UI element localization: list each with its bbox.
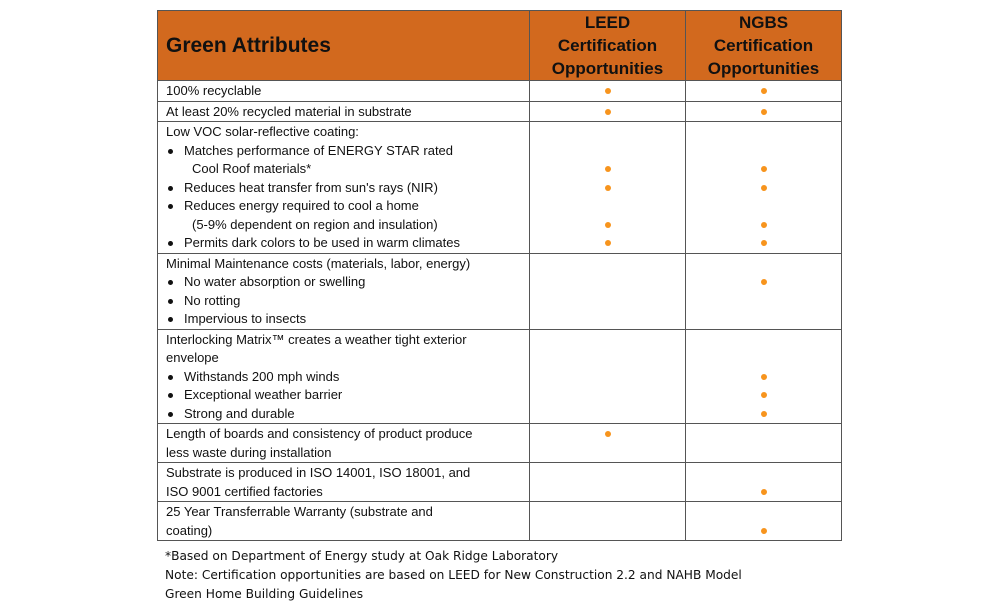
attribute-cell — [158, 463, 530, 502]
attribute-text: envelope — [166, 350, 219, 365]
bullet-item: Reduces heat transfer from sun's rays (NIR) — [166, 179, 521, 198]
bullet-item: Matches performance of ENERGY STAR rated — [166, 142, 521, 161]
ngbs-opportunity-dot — [761, 222, 767, 228]
header-leed-line: Certification — [557, 36, 658, 55]
header-ngbs — [686, 11, 842, 81]
table-body — [158, 81, 842, 541]
leed-cell — [530, 463, 686, 502]
leed-opportunity-dot — [605, 185, 611, 191]
attribute-text: 25 Year Transferrable Warranty (substrate and — [166, 504, 433, 519]
table-row — [158, 424, 842, 463]
ngbs-cell — [686, 424, 842, 463]
footnote-line: Green Home Building Guidelines — [165, 587, 364, 601]
header-green-attributes: Green Attributes — [158, 11, 530, 81]
ngbs-opportunity-dot — [761, 279, 767, 285]
attribute-text: (5-9% dependent on region and insulation) — [192, 216, 438, 232]
table-row — [158, 463, 842, 502]
leed-opportunity-dot — [605, 431, 611, 437]
leed-cell — [530, 101, 686, 122]
footnote-line: *Based on Department of Energy study at Oak Ridge Laboratory — [165, 549, 559, 563]
leed-opportunity-dot — [605, 222, 611, 228]
leed-cell — [530, 502, 686, 541]
table-row — [158, 101, 842, 122]
bullet-item: No water absorption or swelling — [166, 273, 521, 292]
ngbs-opportunity-dot — [761, 528, 767, 534]
leed-opportunity-dot — [605, 166, 611, 172]
table-row — [158, 502, 842, 541]
bullet-item: Permits dark colors to be used in warm climates — [166, 234, 521, 253]
green-attributes-document — [157, 10, 841, 604]
attribute-text: Minimal Maintenance costs (materials, labor, energy) — [166, 255, 471, 271]
footnotes — [157, 541, 841, 604]
leed-cell — [530, 122, 686, 254]
bullet-item: Withstands 200 mph winds — [166, 368, 521, 387]
leed-cell — [530, 424, 686, 463]
attribute-text: Interlocking Matrix™ creates a weather tight exterior — [166, 331, 467, 347]
table-row — [158, 253, 842, 329]
attribute-cell — [158, 122, 530, 254]
leed-opportunity-dot — [605, 109, 611, 115]
leed-cell — [530, 329, 686, 424]
attribute-text: coating) — [166, 522, 213, 538]
leed-opportunity-dot — [605, 88, 611, 94]
attribute-text: 100% recyclable — [166, 83, 262, 98]
bullet-item: Impervious to insects — [166, 310, 521, 329]
header-ngbs-line: Opportunities — [707, 59, 820, 78]
table-header-row — [158, 11, 842, 81]
ngbs-cell — [686, 253, 842, 329]
ngbs-opportunity-dot — [761, 88, 767, 94]
attribute-cell — [158, 424, 530, 463]
ngbs-opportunity-dot — [761, 411, 767, 417]
table-row — [158, 329, 842, 424]
ngbs-opportunity-dot — [761, 489, 767, 495]
attribute-text: Substrate is produced in ISO 14001, ISO 18001, and — [166, 465, 471, 480]
header-leed-line: Opportunities — [551, 59, 664, 78]
ngbs-opportunity-dot — [761, 185, 767, 191]
leed-opportunity-dot — [605, 240, 611, 246]
ngbs-cell — [686, 81, 842, 102]
ngbs-cell — [686, 502, 842, 541]
attribute-cell — [158, 502, 530, 541]
attribute-text: At least 20% recycled material in substrate — [166, 103, 412, 119]
leed-cell — [530, 81, 686, 102]
bullet-item: Reduces energy required to cool a home — [166, 197, 521, 216]
attribute-text: less waste during installation — [166, 444, 332, 460]
attribute-text: Cool Roof materials* — [192, 161, 312, 176]
ngbs-opportunity-dot — [761, 374, 767, 380]
leed-cell — [530, 253, 686, 329]
attribute-text: ISO 9001 certified factories — [166, 483, 323, 499]
ngbs-cell — [686, 122, 842, 254]
ngbs-cell — [686, 329, 842, 424]
bullet-item: No rotting — [166, 292, 521, 311]
attribute-cell — [158, 329, 530, 424]
ngbs-opportunity-dot — [761, 166, 767, 172]
table-row — [158, 81, 842, 102]
table-row — [158, 122, 842, 254]
bullet-item: Strong and durable — [166, 405, 521, 424]
header-leed — [530, 11, 686, 81]
attribute-cell — [158, 101, 530, 122]
attribute-cell — [158, 81, 530, 102]
ngbs-opportunity-dot — [761, 109, 767, 115]
attribute-text: Low VOC solar-reflective coating: — [166, 124, 359, 139]
header-ngbs-line: Certification — [713, 36, 814, 55]
attribute-cell — [158, 253, 530, 329]
header-ngbs-line: NGBS — [738, 13, 789, 32]
ngbs-cell — [686, 101, 842, 122]
bullet-item: Exceptional weather barrier — [166, 386, 521, 405]
certification-table — [157, 10, 842, 541]
footnote-line: Note: Certification opportunities are based on LEED for New Construction 2.2 and NAHB Model — [165, 568, 742, 582]
header-leed-line: LEED — [584, 13, 631, 32]
attribute-text: Length of boards and consistency of product produce — [166, 426, 473, 441]
ngbs-cell — [686, 463, 842, 502]
ngbs-opportunity-dot — [761, 392, 767, 398]
ngbs-opportunity-dot — [761, 240, 767, 246]
